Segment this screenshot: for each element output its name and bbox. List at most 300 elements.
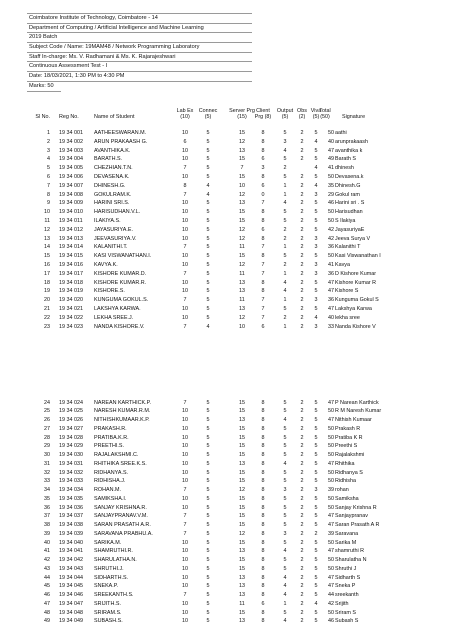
cell-viva: 5 xyxy=(314,408,318,415)
cell-cli: 8 xyxy=(261,565,265,572)
cell-sig: Lakshya Karwa xyxy=(335,306,372,312)
cell-tot: 36 xyxy=(328,270,334,277)
cell-sl: 44 xyxy=(44,574,50,581)
cell-cli: 8 xyxy=(261,557,265,563)
cell-sig: Kasi Viswanathan I xyxy=(335,253,381,260)
cell-reg: 19 34 030 xyxy=(59,452,83,458)
cell-sl: 45 xyxy=(44,583,50,590)
cell-con: 5 xyxy=(206,460,210,467)
cell-reg: 19 34 015 xyxy=(59,253,83,260)
table-row xyxy=(0,600,474,609)
cell-srv: 15 xyxy=(239,495,245,502)
cell-sl: 35 xyxy=(44,495,50,502)
table-row xyxy=(0,217,474,226)
cell-name: PREETHI.S. xyxy=(94,443,124,450)
cell-viva: 5 xyxy=(314,288,318,295)
cell-sl: 48 xyxy=(44,609,50,616)
table-row xyxy=(0,208,474,217)
cell-name: NITHISHKUMAAR.K.P. xyxy=(94,417,150,423)
cell-con: 5 xyxy=(206,565,210,572)
cell-sl: 40 xyxy=(44,539,50,546)
cell-srv: 15 xyxy=(239,443,245,450)
cell-cli: 8 xyxy=(261,218,265,224)
cell-reg: 19 34 042 xyxy=(59,557,83,563)
cell-sig: Rhithika xyxy=(335,460,355,467)
cell-tot: 33 xyxy=(328,323,334,330)
cell-con: 5 xyxy=(206,530,210,537)
cell-viva: 4 xyxy=(314,138,318,145)
cell-obs: 2 xyxy=(300,156,304,163)
cell-reg: 19 34 005 xyxy=(59,165,83,172)
cell-out: 4 xyxy=(283,147,287,154)
cell-name: AATHEESWARAN.M. xyxy=(94,130,147,136)
cell-sl: 3 xyxy=(47,147,50,154)
cell-con: 5 xyxy=(206,539,210,546)
cell-sig: Preethi S xyxy=(335,443,358,450)
cell-lab: 10 xyxy=(182,600,188,607)
cell-con: 5 xyxy=(206,583,210,590)
cell-sig: Sriram S xyxy=(335,609,356,616)
cell-out: 1 xyxy=(283,600,287,607)
cell-name: RAJALAKSHMI.C. xyxy=(94,452,139,458)
cell-out: 4 xyxy=(283,200,287,207)
cell-cli: 8 xyxy=(261,539,265,546)
header-line: Coimbatore Institute of Technology, Coimbatore - 14 xyxy=(27,13,252,24)
cell-tot: 50 xyxy=(328,408,334,415)
cell-out: 5 xyxy=(283,209,287,216)
cell-lab: 10 xyxy=(182,443,188,450)
cell-cli: 8 xyxy=(261,443,265,450)
cell-name: SRIRAM.S. xyxy=(94,609,122,616)
cell-srv: 15 xyxy=(239,452,245,458)
cell-lab: 10 xyxy=(182,557,188,563)
cell-cli: 8 xyxy=(261,469,265,476)
table-row xyxy=(0,279,474,288)
cell-con: 5 xyxy=(206,156,210,163)
cell-lab: 10 xyxy=(182,408,188,415)
cell-name: SNEKA.P. xyxy=(94,583,119,590)
cell-srv: 15 xyxy=(239,174,245,180)
cell-sig: dhinesh xyxy=(335,165,354,172)
header-line: Continuous Assessment Test - I xyxy=(27,62,252,72)
table-row xyxy=(0,129,474,138)
cell-cli: 8 xyxy=(261,209,265,216)
cell-sig: Sanjay Krishna R xyxy=(335,504,377,511)
cell-name: SUBASH.S. xyxy=(94,618,123,625)
cell-lab: 10 xyxy=(182,226,188,233)
cell-tot: 50 xyxy=(328,452,334,458)
cell-out: 1 xyxy=(283,270,287,277)
table-row xyxy=(0,539,474,548)
cell-sig: avanthika k xyxy=(335,147,363,154)
column-header-tot: Total (50) xyxy=(319,108,331,120)
cell-sl: 34 xyxy=(44,487,50,493)
cell-srv: 12 xyxy=(239,235,245,242)
cell-con: 5 xyxy=(206,226,210,233)
cell-reg: 19 34 039 xyxy=(59,530,83,537)
cell-out: 5 xyxy=(283,174,287,180)
cell-sl: 39 xyxy=(44,530,50,537)
cell-sl: 41 xyxy=(44,548,50,555)
cell-obs: 2 xyxy=(300,270,304,277)
cell-out: 3 xyxy=(283,530,287,537)
table-row xyxy=(0,434,474,443)
cell-out: 5 xyxy=(283,495,287,502)
cell-name: GOKULRAM.K. xyxy=(94,191,132,198)
table-row xyxy=(0,155,474,164)
cell-sl: 23 xyxy=(44,323,50,330)
cell-obs: 2 xyxy=(300,218,304,224)
cell-lab: 10 xyxy=(182,460,188,467)
cell-sig: Saravana xyxy=(335,530,359,537)
cell-con: 5 xyxy=(206,288,210,295)
cell-name: PRATIBA.K.R. xyxy=(94,434,129,441)
cell-tot: 47 xyxy=(328,548,334,555)
cell-out: 5 xyxy=(283,443,287,450)
cell-name: KISHORE KUMAR.R. xyxy=(94,279,147,286)
cell-con: 5 xyxy=(206,417,210,423)
cell-cli: 8 xyxy=(261,434,265,441)
cell-obs: 2 xyxy=(300,262,304,268)
header-line: Department of Computing / Artificial Intelligence and Machine Learning xyxy=(27,24,252,34)
cell-reg: 19 34 040 xyxy=(59,539,83,546)
cell-out: 4 xyxy=(283,460,287,467)
table-row xyxy=(0,547,474,556)
cell-out: 3 xyxy=(283,487,287,493)
cell-con: 5 xyxy=(206,262,210,268)
cell-sl: 42 xyxy=(44,557,50,563)
cell-name: NANDA KISHORE.V. xyxy=(94,323,145,330)
cell-srv: 13 xyxy=(239,147,245,154)
cell-lab: 7 xyxy=(183,530,187,537)
cell-out: 4 xyxy=(283,548,287,555)
cell-tot: 50 xyxy=(328,443,334,450)
cell-cli: 8 xyxy=(261,147,265,154)
cell-out: 5 xyxy=(283,539,287,546)
cell-name: JEEVASURIYA.V. xyxy=(94,235,137,242)
cell-reg: 19 34 020 xyxy=(59,297,83,304)
cell-tot: 47 xyxy=(328,583,334,590)
cell-sl: 4 xyxy=(47,156,50,163)
cell-viva: 5 xyxy=(314,469,318,476)
cell-sig: Dhinesh.G xyxy=(335,182,361,189)
cell-tot: 42 xyxy=(328,226,334,233)
cell-cli: 8 xyxy=(261,583,265,590)
cell-srv: 13 xyxy=(239,583,245,590)
cell-reg: 19 34 003 xyxy=(59,147,83,154)
cell-srv: 15 xyxy=(239,513,245,520)
cell-cli: 6 xyxy=(261,600,265,607)
cell-cli: 8 xyxy=(261,138,265,145)
table-row xyxy=(0,243,474,252)
cell-srv: 15 xyxy=(239,504,245,511)
cell-sig: Sharulatha N xyxy=(335,557,367,563)
cell-tot: 47 xyxy=(328,288,334,295)
column-header-viva: Viva (5) xyxy=(310,108,322,120)
cell-cli: 8 xyxy=(261,460,265,467)
cell-sig: P Narean Karthick xyxy=(335,399,379,406)
cell-reg: 19 34 010 xyxy=(59,209,83,216)
cell-name: KUNGUMA GOKUL.S. xyxy=(94,297,149,304)
table-row xyxy=(0,442,474,451)
cell-viva: 3 xyxy=(314,235,318,242)
cell-reg: 19 34 011 xyxy=(59,218,83,224)
cell-cli: 8 xyxy=(261,235,265,242)
cell-name: SHAMRUTHI.R. xyxy=(94,548,133,555)
cell-viva: 4 xyxy=(314,600,318,607)
cell-cli: 8 xyxy=(261,417,265,423)
cell-reg: 19 34 017 xyxy=(59,270,83,277)
cell-sig: rohan xyxy=(335,487,349,493)
cell-lab: 10 xyxy=(182,156,188,163)
cell-name: JAYASURIYA.E. xyxy=(94,226,133,233)
cell-tot: 50 xyxy=(328,209,334,216)
cell-viva: 5 xyxy=(314,417,318,423)
table-row xyxy=(0,305,474,314)
cell-name: SIDHARTH.S. xyxy=(94,574,129,581)
cell-out: 1 xyxy=(283,191,287,198)
cell-viva: 5 xyxy=(314,592,318,598)
cell-reg: 19 34 018 xyxy=(59,279,83,286)
cell-sig: Jeeva Surya V xyxy=(335,235,371,242)
cell-srv: 15 xyxy=(239,399,245,406)
cell-con: 5 xyxy=(206,138,210,145)
cell-viva: 5 xyxy=(314,565,318,572)
cell-cli: 7 xyxy=(261,244,265,251)
table-row xyxy=(0,314,474,323)
header-line: Marks: 50 xyxy=(27,82,61,92)
cell-lab: 10 xyxy=(182,548,188,555)
cell-viva: 5 xyxy=(314,156,318,163)
cell-obs: 2 xyxy=(300,399,304,406)
cell-sl: 37 xyxy=(44,513,50,520)
cell-sl: 10 xyxy=(44,209,50,216)
cell-lab: 6 xyxy=(183,138,187,145)
table-row xyxy=(0,530,474,539)
cell-con: 4 xyxy=(206,323,210,330)
cell-obs: 2 xyxy=(300,583,304,590)
cell-cli: 7 xyxy=(261,306,265,312)
cell-obs: 2 xyxy=(300,425,304,432)
cell-name: KISHORE.S. xyxy=(94,288,125,295)
cell-viva: 5 xyxy=(314,618,318,625)
cell-viva: 5 xyxy=(314,522,318,528)
table-row xyxy=(0,199,474,208)
cell-sig: Ridhanya S xyxy=(335,469,363,476)
cell-con: 5 xyxy=(206,592,210,598)
cell-sig: Sidharth S xyxy=(335,574,361,581)
column-header-name: Name of Student xyxy=(94,114,135,120)
cell-srv: 15 xyxy=(239,539,245,546)
cell-sig: Sneka P xyxy=(335,583,356,590)
header-line: 2019 Batch xyxy=(27,33,252,43)
cell-lab: 10 xyxy=(182,218,188,224)
cell-srv: 11 xyxy=(239,244,245,251)
cell-sl: 24 xyxy=(44,399,50,406)
cell-out: 5 xyxy=(283,434,287,441)
cell-name: KISHORE KUMAR.D. xyxy=(94,270,147,277)
cell-sl: 49 xyxy=(44,618,50,625)
cell-name: DHINESH.G. xyxy=(94,182,126,189)
cell-cli: 8 xyxy=(261,592,265,598)
cell-lab: 7 xyxy=(183,297,187,304)
cell-con: 5 xyxy=(206,600,210,607)
cell-viva: 5 xyxy=(314,226,318,233)
cell-lab: 10 xyxy=(182,306,188,312)
cell-lab: 10 xyxy=(182,279,188,286)
cell-sl: 12 xyxy=(44,226,50,233)
cell-viva: 5 xyxy=(314,574,318,581)
cell-cli: 8 xyxy=(261,478,265,485)
cell-lab: 7 xyxy=(183,513,187,520)
cell-sig: sreekanth xyxy=(335,592,359,598)
cell-sig: Prakash R xyxy=(335,425,361,432)
cell-sl: 15 xyxy=(44,253,50,260)
cell-lab: 10 xyxy=(182,314,188,321)
cell-out: 4 xyxy=(283,574,287,581)
cell-srv: 13 xyxy=(239,618,245,625)
cell-out: 4 xyxy=(283,583,287,590)
cell-tot: 47 xyxy=(328,460,334,467)
cell-out: 5 xyxy=(283,609,287,616)
cell-viva: 5 xyxy=(314,253,318,260)
cell-name: PRAKASH.R. xyxy=(94,425,127,432)
cell-out: 2 xyxy=(283,165,287,172)
cell-lab: 10 xyxy=(182,539,188,546)
cell-sig: S Ilakiya xyxy=(335,218,356,224)
cell-reg: 19 34 046 xyxy=(59,592,83,598)
cell-reg: 19 34 041 xyxy=(59,548,83,555)
cell-name: SHARULATHA.N. xyxy=(94,557,137,563)
cell-obs: 2 xyxy=(300,288,304,295)
cell-sl: 9 xyxy=(47,200,50,207)
cell-obs: 2 xyxy=(300,495,304,502)
table-row xyxy=(0,609,474,618)
cell-out: 4 xyxy=(283,279,287,286)
cell-con: 5 xyxy=(206,314,210,321)
cell-con: 5 xyxy=(206,478,210,485)
table-row xyxy=(0,173,474,182)
cell-srv: 15 xyxy=(239,609,245,616)
cell-sig: Gokul ram xyxy=(335,191,360,198)
cell-sl: 1 xyxy=(47,130,50,136)
column-header-out: Output (5) xyxy=(276,108,294,120)
cell-out: 4 xyxy=(283,592,287,598)
cell-srv: 13 xyxy=(239,460,245,467)
cell-obs: 2 xyxy=(300,452,304,458)
cell-lab: 10 xyxy=(182,609,188,616)
cell-tot: 50 xyxy=(328,478,334,485)
cell-tot: 36 xyxy=(328,244,334,251)
cell-name: SHRUTHI.J. xyxy=(94,565,124,572)
cell-srv: 7 xyxy=(240,165,244,172)
cell-srv: 15 xyxy=(239,469,245,476)
cell-lab: 10 xyxy=(182,235,188,242)
cell-name: SREEKANTH.S. xyxy=(94,592,134,598)
cell-name: BARATH.S. xyxy=(94,156,123,163)
cell-reg: 19 34 031 xyxy=(59,460,83,467)
cell-con: 5 xyxy=(206,504,210,511)
cell-srv: 11 xyxy=(239,600,245,607)
table-row xyxy=(0,617,474,626)
cell-out: 4 xyxy=(283,288,287,295)
cell-lab: 7 xyxy=(183,323,187,330)
cell-tot: 47 xyxy=(328,279,334,286)
table-row xyxy=(0,460,474,469)
table-row xyxy=(0,182,474,191)
cell-srv: 12 xyxy=(239,226,245,233)
cell-out: 5 xyxy=(283,425,287,432)
cell-obs: 2 xyxy=(300,408,304,415)
cell-name: SARAVANA PRABHU.A. xyxy=(94,530,153,537)
cell-obs: 2 xyxy=(300,565,304,572)
cell-lab: 7 xyxy=(183,487,187,493)
cell-reg: 19 34 028 xyxy=(59,434,83,441)
cell-reg: 19 34 027 xyxy=(59,425,83,432)
cell-tot: 44 xyxy=(328,592,334,598)
cell-sl: 7 xyxy=(47,182,50,189)
cell-cli: 6 xyxy=(261,226,265,233)
cell-obs: 2 xyxy=(300,279,304,286)
cell-tot: 50 xyxy=(328,174,334,180)
cell-con: 5 xyxy=(206,130,210,136)
cell-tot: 47 xyxy=(328,399,334,406)
cell-tot: 40 xyxy=(328,138,334,145)
cell-sig: arunprakaash xyxy=(335,138,368,145)
cell-viva: 5 xyxy=(314,513,318,520)
cell-sig: Kishore Kumar R xyxy=(335,279,377,286)
cell-obs: 2 xyxy=(300,235,304,242)
cell-tot: 47 xyxy=(328,147,334,154)
cell-tot: 29 xyxy=(328,191,334,198)
cell-out: 5 xyxy=(283,253,287,260)
cell-con: 5 xyxy=(206,270,210,277)
cell-con: 5 xyxy=(206,574,210,581)
cell-srv: 11 xyxy=(239,270,245,277)
cell-tot: 50 xyxy=(328,565,334,572)
cell-con: 5 xyxy=(206,452,210,458)
cell-sig: Sarika M xyxy=(335,539,357,546)
column-header-cli: Client Prg (8) xyxy=(254,108,272,120)
cell-viva: 5 xyxy=(314,434,318,441)
cell-reg: 19 34 008 xyxy=(59,191,83,198)
cell-viva: 5 xyxy=(314,609,318,616)
cell-obs: 2 xyxy=(300,539,304,546)
cell-sl: 28 xyxy=(44,434,50,441)
cell-cli: 8 xyxy=(261,253,265,260)
cell-srv: 15 xyxy=(239,408,245,415)
cell-srv: 15 xyxy=(239,156,245,163)
cell-sl: 33 xyxy=(44,478,50,485)
cell-lab: 10 xyxy=(182,495,188,502)
cell-name: RIDHISHA.J. xyxy=(94,478,126,485)
cell-name: KASI VISWANATHAN.I. xyxy=(94,253,152,260)
cell-srv: 10 xyxy=(239,182,245,189)
cell-sl: 8 xyxy=(47,191,50,198)
cell-reg: 19 34 035 xyxy=(59,495,83,502)
cell-sig: Barath S xyxy=(335,156,356,163)
cell-tot: 50 xyxy=(328,434,334,441)
cell-viva: 5 xyxy=(314,443,318,450)
cell-out: 5 xyxy=(283,522,287,528)
cell-cli: 8 xyxy=(261,130,265,136)
cell-viva: 5 xyxy=(314,548,318,555)
cell-srv: 15 xyxy=(239,478,245,485)
table-row xyxy=(0,495,474,504)
cell-out: 2 xyxy=(283,314,287,321)
cell-viva: 5 xyxy=(314,452,318,458)
cell-sl: 14 xyxy=(44,244,50,251)
